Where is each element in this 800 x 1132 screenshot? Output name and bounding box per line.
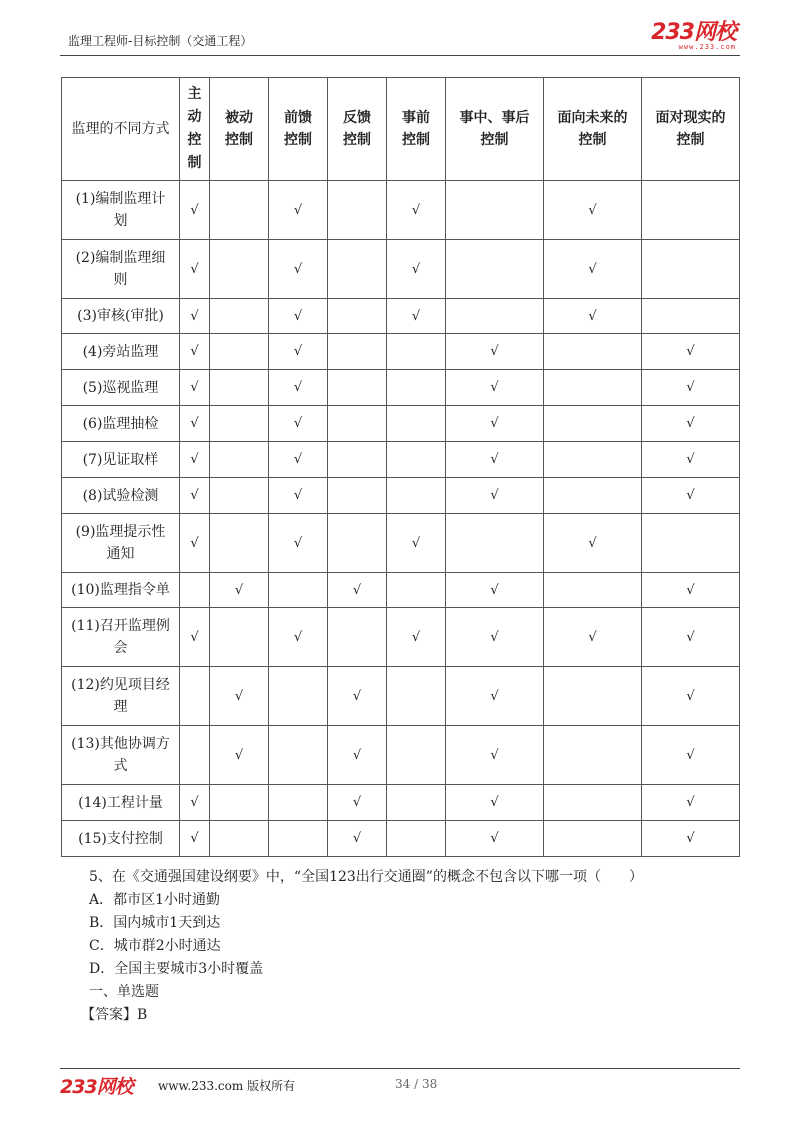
check-mark-icon: √ [686, 344, 695, 359]
mark-cell [446, 478, 544, 514]
mark-cell [642, 181, 740, 240]
table-row [62, 514, 740, 573]
mark-cell [446, 299, 544, 334]
mark-cell [544, 726, 642, 785]
table-row [62, 608, 740, 667]
check-mark-icon: √ [190, 795, 199, 810]
option-c: C．城市群2小时通达 [89, 938, 221, 954]
check-mark-icon: √ [190, 344, 199, 359]
check-mark-icon: √ [293, 202, 303, 218]
mark-cell [210, 299, 269, 334]
check-mark-icon: √ [190, 629, 199, 645]
mark-cell [544, 299, 642, 334]
mark-cell [446, 442, 544, 478]
check-mark-icon: √ [686, 380, 695, 395]
table-row [62, 785, 740, 821]
mark-cell [269, 821, 328, 857]
table-row [62, 240, 740, 299]
check-mark-icon: √ [293, 261, 303, 277]
mark-cell [387, 370, 446, 406]
mark-cell [269, 334, 328, 370]
mark-cell [210, 334, 269, 370]
mark-cell [180, 785, 210, 821]
check-mark-icon: √ [490, 831, 499, 846]
option-a: A．都市区1小时通勤 [89, 892, 221, 908]
mark-cell [446, 334, 544, 370]
table-row [62, 821, 740, 857]
option-d: D．全国主要城市3小时覆盖 [89, 961, 264, 977]
mark-cell [446, 370, 544, 406]
check-mark-icon: √ [190, 308, 199, 324]
question-stem: 5、在《交通强国建设纲要》中，“全国123出行交通圈”的概念不包含以下哪一项（ ） [89, 869, 643, 885]
mark-cell [446, 785, 544, 821]
mark-cell [544, 514, 642, 573]
mark-cell [180, 667, 210, 726]
mark-cell [328, 821, 387, 857]
control-methods-table [61, 77, 740, 857]
mark-cell [328, 406, 387, 442]
mark-cell [642, 370, 740, 406]
check-mark-icon: √ [352, 747, 362, 763]
mark-cell [642, 514, 740, 573]
mark-cell [269, 370, 328, 406]
mark-cell [446, 821, 544, 857]
check-mark-icon: √ [686, 688, 695, 704]
mark-cell [446, 608, 544, 667]
footer-copyright: www.233.com 版权所有 [158, 1079, 296, 1093]
mark-cell [269, 573, 328, 608]
check-mark-icon: √ [190, 202, 199, 218]
check-mark-icon: √ [190, 380, 199, 395]
check-mark-icon: √ [411, 629, 421, 645]
mark-cell [269, 785, 328, 821]
mark-cell [544, 573, 642, 608]
mark-cell [180, 299, 210, 334]
check-mark-icon: √ [190, 488, 199, 503]
mark-cell [446, 667, 544, 726]
answer: 【答案】B [81, 1007, 148, 1023]
check-mark-icon: √ [490, 688, 499, 704]
table-row [62, 406, 740, 442]
mark-cell [210, 667, 269, 726]
mark-cell [642, 406, 740, 442]
check-mark-icon: √ [293, 488, 303, 503]
mark-cell [328, 514, 387, 573]
check-mark-icon: √ [190, 535, 199, 551]
mark-cell [180, 726, 210, 785]
header-cell: 面对现实的控制 [642, 78, 740, 181]
header-cell: 前馈控制 [269, 78, 328, 181]
check-mark-icon: √ [490, 380, 499, 395]
mark-cell [210, 240, 269, 299]
mark-cell [269, 181, 328, 240]
mark-cell [328, 240, 387, 299]
check-mark-icon: √ [352, 582, 362, 598]
mark-cell [387, 442, 446, 478]
mark-cell [210, 821, 269, 857]
header-cell: 反馈控制 [328, 78, 387, 181]
check-mark-icon: √ [588, 629, 597, 645]
check-mark-icon: √ [352, 831, 362, 846]
row-label: (3)审核(审批) [62, 299, 180, 334]
check-mark-icon: √ [352, 688, 362, 704]
check-mark-icon: √ [588, 535, 597, 551]
mark-cell [269, 240, 328, 299]
check-mark-icon: √ [190, 831, 199, 846]
mark-cell [544, 334, 642, 370]
mark-cell [544, 406, 642, 442]
header-cell: 面向未来的控制 [544, 78, 642, 181]
mark-cell [446, 181, 544, 240]
check-mark-icon: √ [490, 488, 499, 503]
mark-cell [180, 514, 210, 573]
mark-cell [387, 573, 446, 608]
mark-cell [544, 667, 642, 726]
row-label: (4)旁站监理 [62, 334, 180, 370]
mark-cell [269, 726, 328, 785]
mark-cell [642, 442, 740, 478]
mark-cell [387, 608, 446, 667]
header-cell: 事前控制 [387, 78, 446, 181]
check-mark-icon: √ [686, 831, 695, 846]
row-label: (6)监理抽检 [62, 406, 180, 442]
brand-logo [651, 22, 736, 51]
mark-cell [269, 442, 328, 478]
mark-cell [180, 370, 210, 406]
footer-divider [60, 1068, 740, 1069]
mark-cell [328, 334, 387, 370]
row-label: (8)试验检测 [62, 478, 180, 514]
row-label: (13)其他协调方式 [62, 726, 180, 785]
logo-text: 233网校 [651, 20, 736, 45]
row-label: (9)监理提示性通知 [62, 514, 180, 573]
mark-cell [387, 785, 446, 821]
mark-cell [642, 240, 740, 299]
mark-cell [210, 608, 269, 667]
logo-url: www.233.com [678, 43, 736, 51]
check-mark-icon: √ [490, 747, 499, 763]
mark-cell [544, 821, 642, 857]
mark-cell [328, 478, 387, 514]
mark-cell [642, 573, 740, 608]
check-mark-icon: √ [234, 688, 244, 704]
mark-cell [642, 299, 740, 334]
row-label: (12)约见项目经理 [62, 667, 180, 726]
mark-cell [387, 240, 446, 299]
check-mark-icon: √ [686, 629, 695, 645]
mark-cell [328, 608, 387, 667]
header-cell: 主动控制 [180, 78, 210, 181]
mark-cell [544, 478, 642, 514]
mark-cell [180, 608, 210, 667]
mark-cell [210, 478, 269, 514]
table-row [62, 573, 740, 608]
check-mark-icon: √ [293, 629, 303, 645]
check-mark-icon: √ [686, 416, 695, 431]
check-mark-icon: √ [588, 308, 597, 324]
table-row [62, 181, 740, 240]
mark-cell [210, 785, 269, 821]
mark-cell [180, 240, 210, 299]
mark-cell [210, 406, 269, 442]
header-cell: 监理的不同方式 [62, 78, 180, 181]
mark-cell [180, 573, 210, 608]
mark-cell [544, 785, 642, 821]
mark-cell [328, 667, 387, 726]
mark-cell [210, 181, 269, 240]
check-mark-icon: √ [293, 344, 303, 359]
header-cell: 事中、事后控制 [446, 78, 544, 181]
mark-cell [328, 573, 387, 608]
mark-cell [180, 406, 210, 442]
mark-cell [642, 785, 740, 821]
check-mark-icon: √ [293, 380, 303, 395]
check-mark-icon: √ [293, 535, 303, 551]
check-mark-icon: √ [411, 308, 421, 324]
check-mark-icon: √ [190, 416, 199, 431]
mark-cell [180, 478, 210, 514]
mark-cell [544, 370, 642, 406]
table-header-row [62, 78, 740, 181]
mark-cell [269, 608, 328, 667]
mark-cell [387, 726, 446, 785]
mark-cell [642, 334, 740, 370]
check-mark-icon: √ [686, 452, 695, 467]
mark-cell [269, 514, 328, 573]
page-header [60, 22, 740, 54]
mark-cell [387, 478, 446, 514]
row-label: (14)工程计量 [62, 785, 180, 821]
check-mark-icon: √ [411, 202, 421, 218]
check-mark-icon: √ [352, 795, 362, 810]
mark-cell [642, 726, 740, 785]
mark-cell [642, 667, 740, 726]
mark-cell [446, 573, 544, 608]
row-label: (11)召开监理例会 [62, 608, 180, 667]
check-mark-icon: √ [411, 261, 421, 277]
page-number: 34 / 38 [395, 1077, 438, 1091]
table-row [62, 442, 740, 478]
page-footer [60, 1072, 740, 1096]
mark-cell [210, 514, 269, 573]
mark-cell [328, 370, 387, 406]
check-mark-icon: √ [190, 452, 199, 467]
check-mark-icon: √ [686, 582, 695, 598]
mark-cell [387, 821, 446, 857]
check-mark-icon: √ [234, 747, 244, 763]
mark-cell [446, 406, 544, 442]
header-divider [60, 55, 740, 56]
mark-cell [180, 181, 210, 240]
row-label: (5)巡视监理 [62, 370, 180, 406]
question-block [81, 866, 643, 1027]
document-title: 监理工程师-目标控制（交通工程） [68, 34, 253, 48]
header-cell: 被动控制 [210, 78, 269, 181]
table-row [62, 370, 740, 406]
check-mark-icon: √ [234, 582, 244, 598]
mark-cell [328, 785, 387, 821]
table-row [62, 667, 740, 726]
mark-cell [544, 608, 642, 667]
check-mark-icon: √ [490, 795, 499, 810]
check-mark-icon: √ [490, 582, 499, 598]
mark-cell [387, 406, 446, 442]
mark-cell [269, 667, 328, 726]
mark-cell [180, 334, 210, 370]
check-mark-icon: √ [686, 747, 695, 763]
option-b: B．国内城市1天到达 [89, 915, 221, 931]
table-body [62, 181, 740, 857]
table-row [62, 726, 740, 785]
table-row [62, 334, 740, 370]
mark-cell [544, 181, 642, 240]
check-mark-icon: √ [411, 535, 421, 551]
mark-cell [446, 514, 544, 573]
footer-logo: 233网校 [60, 1076, 133, 1098]
row-label: (1)编制监理计划 [62, 181, 180, 240]
mark-cell [544, 240, 642, 299]
section-title: 一、单选题 [89, 984, 159, 1000]
mark-cell [269, 478, 328, 514]
check-mark-icon: √ [686, 488, 695, 503]
mark-cell [387, 334, 446, 370]
mark-cell [544, 442, 642, 478]
row-label: (2)编制监理细则 [62, 240, 180, 299]
check-mark-icon: √ [490, 452, 499, 467]
mark-cell [446, 240, 544, 299]
mark-cell [387, 667, 446, 726]
check-mark-icon: √ [190, 261, 199, 277]
check-mark-icon: √ [293, 308, 303, 324]
row-label: (7)见证取样 [62, 442, 180, 478]
check-mark-icon: √ [293, 452, 303, 467]
mark-cell [180, 442, 210, 478]
check-mark-icon: √ [293, 416, 303, 431]
mark-cell [642, 478, 740, 514]
mark-cell [180, 821, 210, 857]
mark-cell [210, 370, 269, 406]
mark-cell [387, 299, 446, 334]
check-mark-icon: √ [588, 261, 597, 277]
mark-cell [642, 821, 740, 857]
row-label: (15)支付控制 [62, 821, 180, 857]
check-mark-icon: √ [490, 416, 499, 431]
mark-cell [328, 442, 387, 478]
row-label: (10)监理指令单 [62, 573, 180, 608]
mark-cell [446, 726, 544, 785]
check-mark-icon: √ [686, 795, 695, 810]
table-row [62, 299, 740, 334]
mark-cell [328, 181, 387, 240]
mark-cell [387, 181, 446, 240]
mark-cell [328, 726, 387, 785]
mark-cell [269, 299, 328, 334]
check-mark-icon: √ [588, 202, 597, 218]
mark-cell [328, 299, 387, 334]
table-row [62, 478, 740, 514]
mark-cell [210, 726, 269, 785]
mark-cell [210, 442, 269, 478]
check-mark-icon: √ [490, 629, 499, 645]
check-mark-icon: √ [490, 344, 499, 359]
mark-cell [387, 514, 446, 573]
mark-cell [210, 573, 269, 608]
mark-cell [642, 608, 740, 667]
mark-cell [269, 406, 328, 442]
